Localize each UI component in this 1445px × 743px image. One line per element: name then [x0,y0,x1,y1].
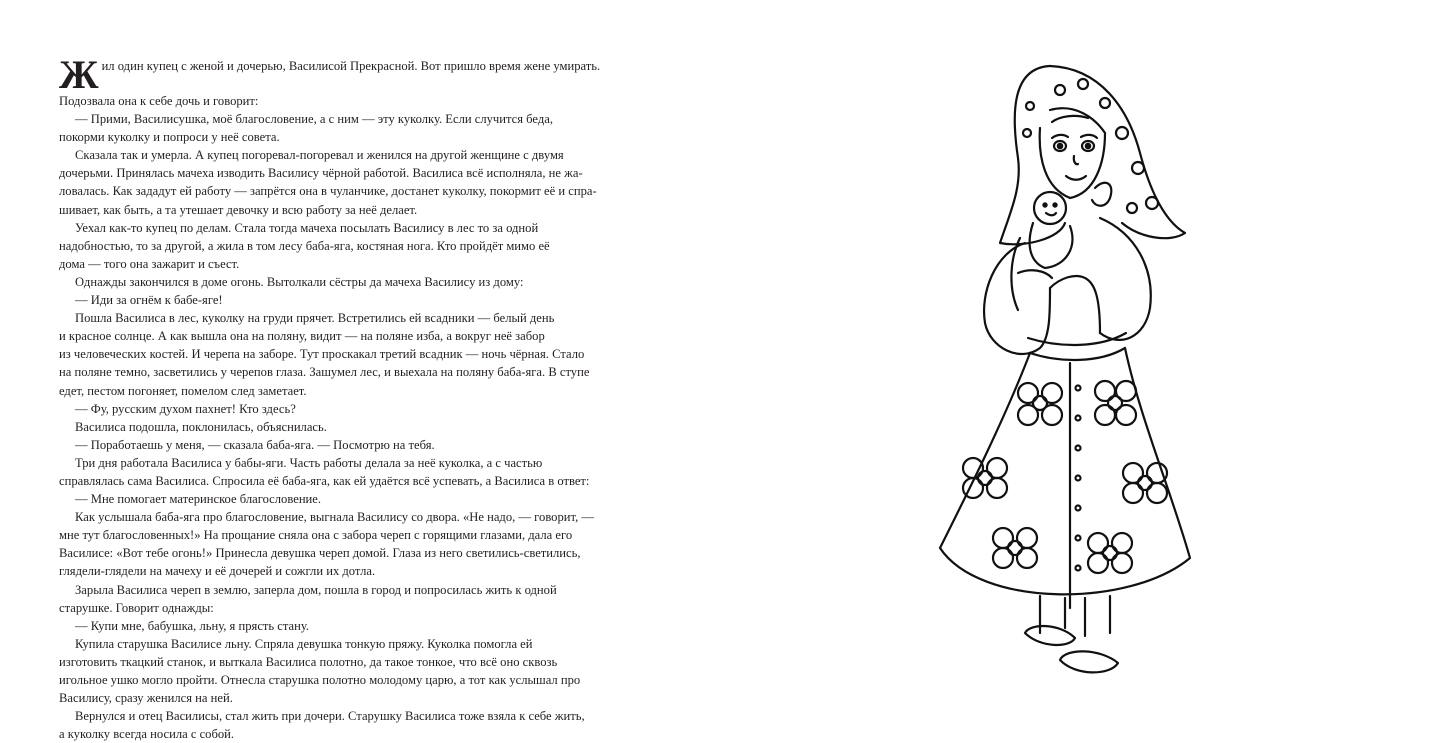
story-line: Вернулся и отец Василисы, стал жить при дочери. Старушку Василиса тоже взяла к себе жить, [75,709,585,724]
story-line: Подозвала она к себе дочь и говорит: [59,94,259,108]
story-line: и красное солнце. А как вышла она на поляну, видит — на поляне изба, а вокруг неё забор [59,329,545,344]
story-line: дома — того она зажарит и съест. [59,256,240,271]
story-line: — Купи мне, бабушка, льну, я прясть стану. [75,618,310,633]
text-page [59,57,663,743]
story-line: — Поработаешь у меня, — сказала баба-яга. — Посмотрю на тебя. [75,437,435,452]
story-line: едет, пестом погоняет, помелом след заметает. [59,383,307,398]
story-line: Зарыла Василиса череп в землю, заперла дом, пошла в город и попросилась жить к одной [75,582,557,597]
story-line: Сказала так и умерла. А купец погоревал-погоревал и женился на другой женщине с двумя [75,148,564,163]
story-line: — Мне помогает материнское благословение. [75,492,322,507]
story-line: на поляне темно, засветились у черепов глаза. Зашумел лес, и выехала на поляну баба-яга. В ступе [59,365,590,380]
story-line: ловалась. Как зададут ей работу — запрётся она в чуланчике, достанет куколку, покормит её и спра- [59,184,597,199]
story-line: Как услышала баба-яга про благословение, выгнала Василису со двора. «Не надо, — говорит, — [75,510,594,525]
drop-cap: Ж [59,57,99,92]
story-line: игольное ушко могло пройти. Отнесла старушка полотно молодому царю, а тот как услышал про [59,673,581,687]
illustration-page [900,48,1230,688]
story-line: Жил один купец с женой и дочерью, Василисой Прекрасной. Вот пришло время жене умирать. [59,57,601,92]
story-line: а куколку всегда носила с собой. [59,727,235,742]
story-line: Купила старушка Василисе льну. Спряла девушка тонкую пряжу. Куколка помогла ей [75,636,533,651]
story-line: Василису, сразу женился на ней. [59,691,233,706]
story-line: Пошла Василиса в лес, куколку на груди прячет. Встретились ей всадники — белый день [75,311,555,326]
story-line: — Фу, русским духом пахнет! Кто здесь? [75,401,296,416]
story-line: справлялась сама Василиса. Спросила её баба-яга, как ей удаётся всё успевать, а Василиса в ответ: [59,473,590,488]
story-line: Василисе: «Вот тебе огонь!» Принесла девушка череп домой. Глаза из него светились-светились, [59,546,581,561]
story-line: мне тут благословенных!» На прощание сняла она с забора череп с горящими глазами, дала его [59,528,573,543]
story-line: — Прими, Василисушка, моё благословение, а с ним — эту куколку. Если случится беда, [75,112,553,127]
story-line: шивает, как быть, а та утешает девочку и всю работу за неё делает. [59,202,418,217]
story-line: из человеческих костей. И черепа на заборе. Тут проскакал третий всадник — ночь чёрная. Стало [59,347,585,362]
story-line: глядели-глядели на мачеху и её дочерей и сожгли их дотла. [59,564,376,579]
story-line: — Иди за огнём к бабе-яге! [75,293,223,308]
story-line: Однажды закончился в доме огонь. Вытолкали сёстры да мачеха Василису из дому: [75,274,524,289]
story-line: покорми куколку и попроси у неё совета. [59,130,280,145]
story-line: Уехал как-то купец по делам. Стала тогда мачеха посылать Василису в лес то за одной [75,220,539,235]
story-text [59,57,663,743]
girl-with-doll-coloring-icon [900,48,1230,688]
story-line: надобностью, то за другой, а жила в том лесу баба-яга, костяная нога. Кто пройдёт мимо её [59,238,550,253]
story-line: изготовить ткацкий станок, и выткала Василиса полотно, да такое тонкое, что всё оно сквозь [59,654,558,669]
story-line: Василиса подошла, поклонилась, объяснилась. [75,419,327,434]
story-line: старушке. Говорит однажды: [59,600,214,615]
story-line: Три дня работала Василиса у бабы-яги. Часть работы делала за неё куколка, а с частью [75,455,543,470]
story-line: дочерьми. Принялась мачеха изводить Василису чёрной работой. Василиса всё исполняла, не жа- [59,166,583,181]
